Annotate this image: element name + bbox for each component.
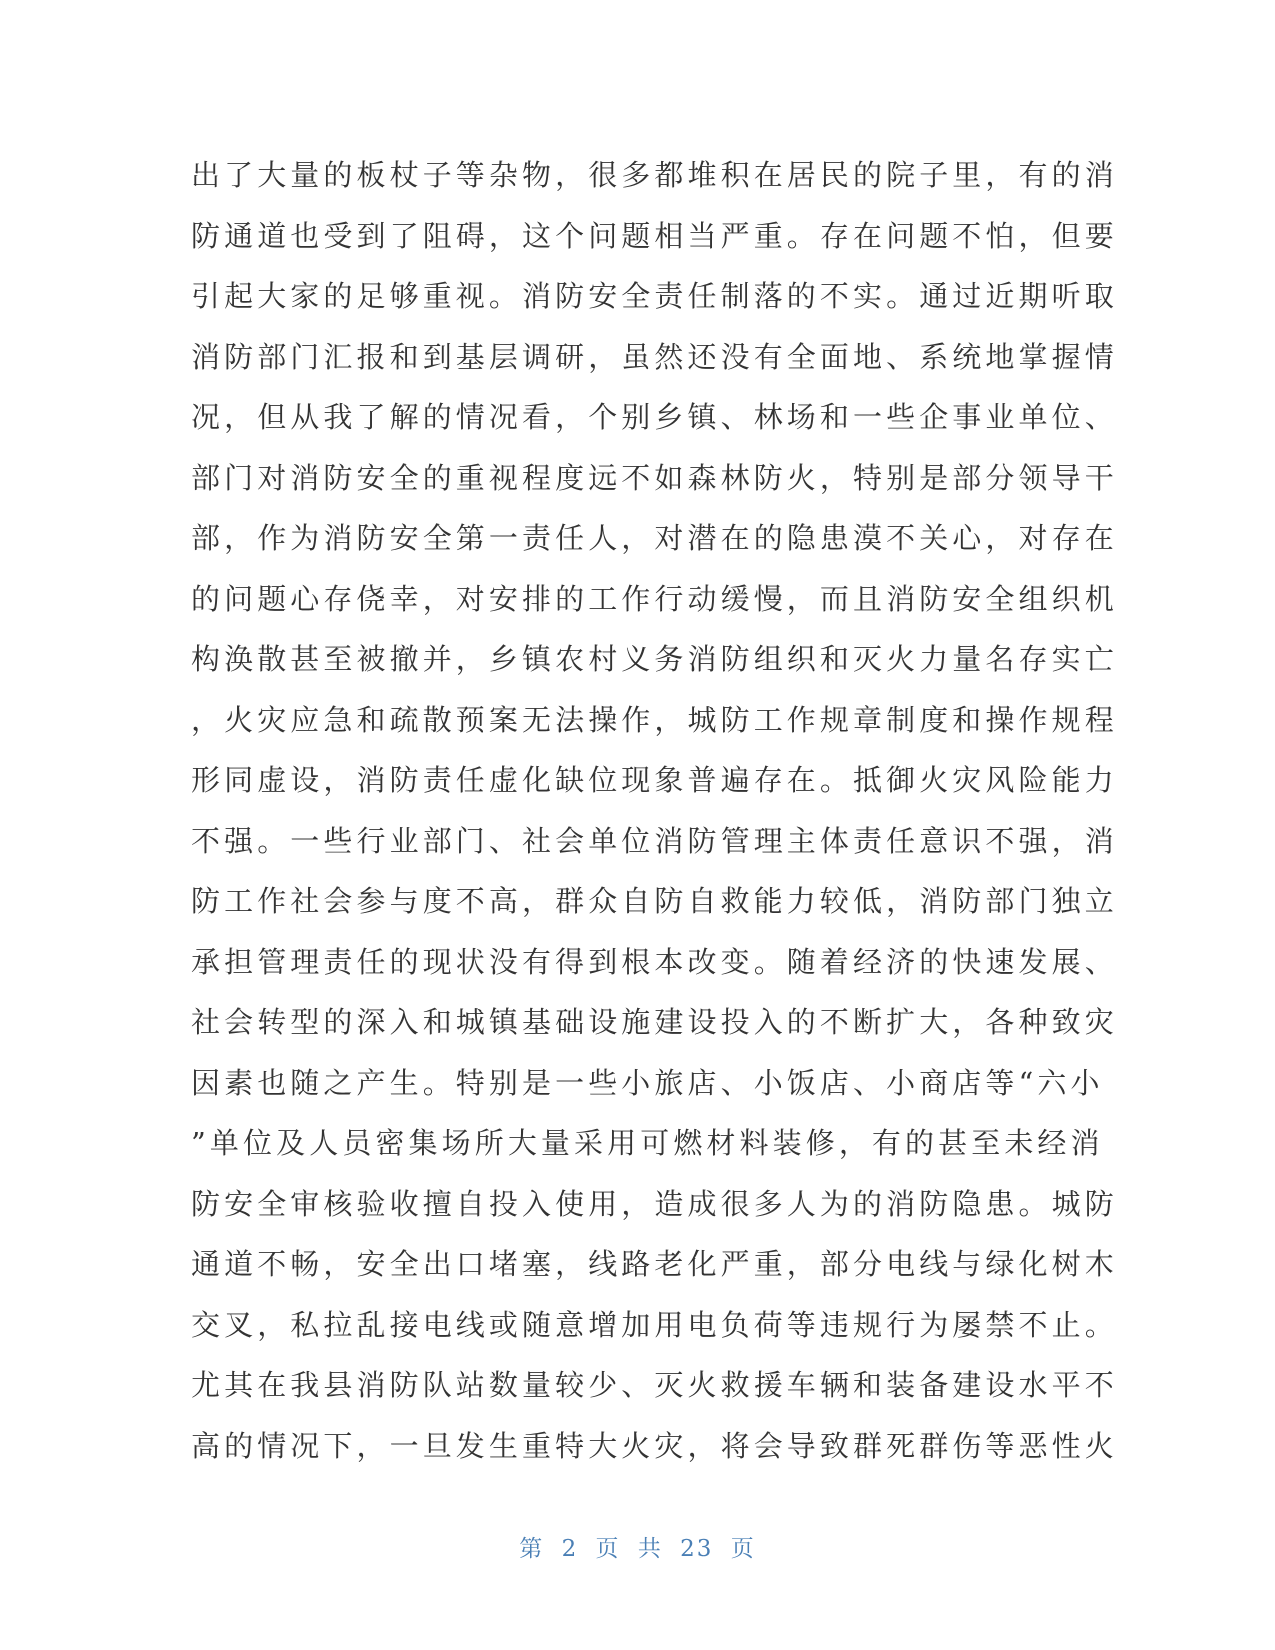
text-line: 形同虚设，消防责任虚化缺位现象普遍存在。抵御火灾风险能力 [191, 763, 1118, 797]
text-line: 交叉，私拉乱接电线或随意增加用电负荷等违规行为屡禁不止。 [191, 1307, 1118, 1342]
text-line: 通道不畅，安全出口堵塞，线路老化严重，部分电线与绿化树木 [191, 1247, 1118, 1281]
text-line: 高的情况下，一旦发生重特大火灾，将会导致群死群伤等恶性火 [191, 1428, 1118, 1463]
text-line: 防通道也受到了阻碍，这个问题相当严重。存在问题不怕，但要 [191, 218, 1118, 253]
text-line: 防安全审核验收擅自投入使用，造成很多人为的消防隐患。城防 [191, 1186, 1118, 1221]
text-line: 况，但从我了解的情况看，个别乡镇、林场和一些企事业单位、 [191, 400, 1118, 434]
text-line: 部门对消防安全的重视程度远不如森林防火，特别是部分领导干 [191, 460, 1118, 495]
body-paragraph [191, 145, 1118, 1476]
text-line: 引起大家的足够重视。消防安全责任制落的不实。通过近期听取 [191, 279, 1118, 313]
text-line: 承担管理责任的现状没有得到根本改变。随着经济的快速发展、 [191, 944, 1118, 979]
text-line: ，火灾应急和疏散预案无法操作，城防工作规章制度和操作规程 [191, 702, 1118, 737]
text-line: 防工作社会参与度不高，群众自防自救能力较低，消防部门独立 [191, 884, 1118, 918]
text-line: 尤其在我县消防队站数量较少、灭火救援车辆和装备建设水平不 [191, 1368, 1118, 1402]
text-line: 不强。一些行业部门、社会单位消防管理主体责任意识不强，消 [191, 823, 1118, 858]
text-line: ”单位及人员密集场所大量采用可燃材料装修，有的甚至未经消 [191, 1126, 1104, 1160]
text-line: 的问题心存侥幸，对安排的工作行动缓慢，而且消防安全组织机 [191, 581, 1118, 616]
text-line: 社会转型的深入和城镇基础设施建设投入的不断扩大，各种致灾 [191, 1005, 1118, 1039]
text-line: 因素也随之产生。特别是一些小旅店、小饭店、小商店等“六小 [191, 1065, 1104, 1100]
text-line: 出了大量的板杖子等杂物，很多都堆积在居民的院子里，有的消 [191, 158, 1118, 192]
text-line: 消防部门汇报和到基层调研，虽然还没有全面地、系统地掌握情 [191, 339, 1118, 374]
text-line: 构涣散甚至被撤并，乡镇农村义务消防组织和灭火力量名存实亡 [191, 642, 1118, 676]
text-line: 部，作为消防安全第一责任人，对潜在的隐患漠不关心，对存在 [191, 521, 1118, 555]
page-number-footer: 第 2 页 共 23 页 [519, 1536, 756, 1562]
